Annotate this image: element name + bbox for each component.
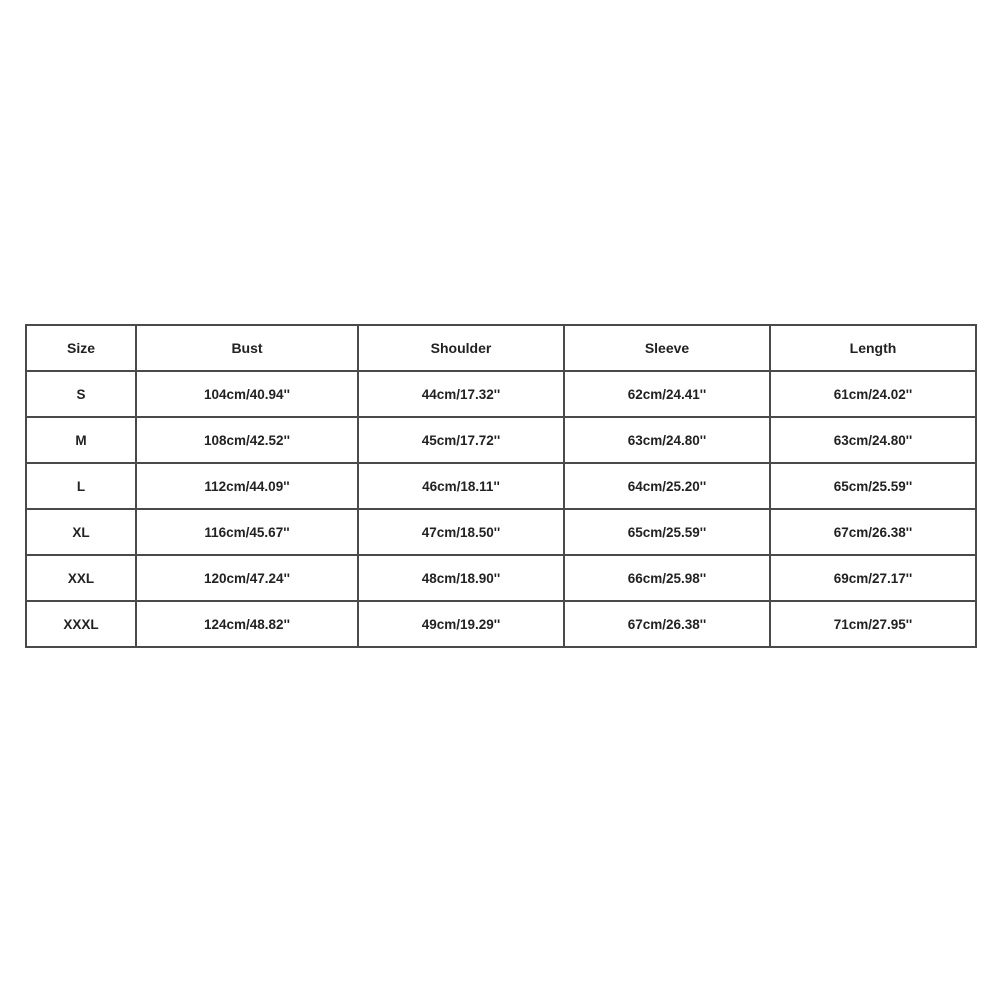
table-row — [26, 555, 976, 601]
table-row — [26, 601, 976, 647]
size-cell: XL — [26, 509, 136, 555]
bust-cell: 108cm/42.52'' — [136, 417, 358, 463]
header-length: Length — [770, 325, 976, 371]
size-chart-body — [26, 371, 976, 647]
header-shoulder: Shoulder — [358, 325, 564, 371]
header-sleeve: Sleeve — [564, 325, 770, 371]
size-chart-table — [25, 324, 977, 648]
sleeve-cell: 67cm/26.38'' — [564, 601, 770, 647]
bust-cell: 124cm/48.82'' — [136, 601, 358, 647]
table-row — [26, 417, 976, 463]
size-chart-header — [26, 325, 976, 371]
size-cell: XXXL — [26, 601, 136, 647]
header-size: Size — [26, 325, 136, 371]
sleeve-cell: 66cm/25.98'' — [564, 555, 770, 601]
length-cell: 69cm/27.17'' — [770, 555, 976, 601]
size-cell: S — [26, 371, 136, 417]
header-row — [26, 325, 976, 371]
length-cell: 65cm/25.59'' — [770, 463, 976, 509]
header-bust: Bust — [136, 325, 358, 371]
table-row — [26, 463, 976, 509]
shoulder-cell: 49cm/19.29'' — [358, 601, 564, 647]
size-cell: XXL — [26, 555, 136, 601]
sleeve-cell: 62cm/24.41'' — [564, 371, 770, 417]
bust-cell: 116cm/45.67'' — [136, 509, 358, 555]
length-cell: 71cm/27.95'' — [770, 601, 976, 647]
shoulder-cell: 46cm/18.11'' — [358, 463, 564, 509]
sleeve-cell: 64cm/25.20'' — [564, 463, 770, 509]
shoulder-cell: 47cm/18.50'' — [358, 509, 564, 555]
length-cell: 67cm/26.38'' — [770, 509, 976, 555]
bust-cell: 112cm/44.09'' — [136, 463, 358, 509]
table-row — [26, 509, 976, 555]
size-cell: M — [26, 417, 136, 463]
length-cell: 63cm/24.80'' — [770, 417, 976, 463]
size-cell: L — [26, 463, 136, 509]
table-row — [26, 371, 976, 417]
shoulder-cell: 44cm/17.32'' — [358, 371, 564, 417]
sleeve-cell: 63cm/24.80'' — [564, 417, 770, 463]
shoulder-cell: 45cm/17.72'' — [358, 417, 564, 463]
bust-cell: 120cm/47.24'' — [136, 555, 358, 601]
bust-cell: 104cm/40.94'' — [136, 371, 358, 417]
length-cell: 61cm/24.02'' — [770, 371, 976, 417]
sleeve-cell: 65cm/25.59'' — [564, 509, 770, 555]
shoulder-cell: 48cm/18.90'' — [358, 555, 564, 601]
